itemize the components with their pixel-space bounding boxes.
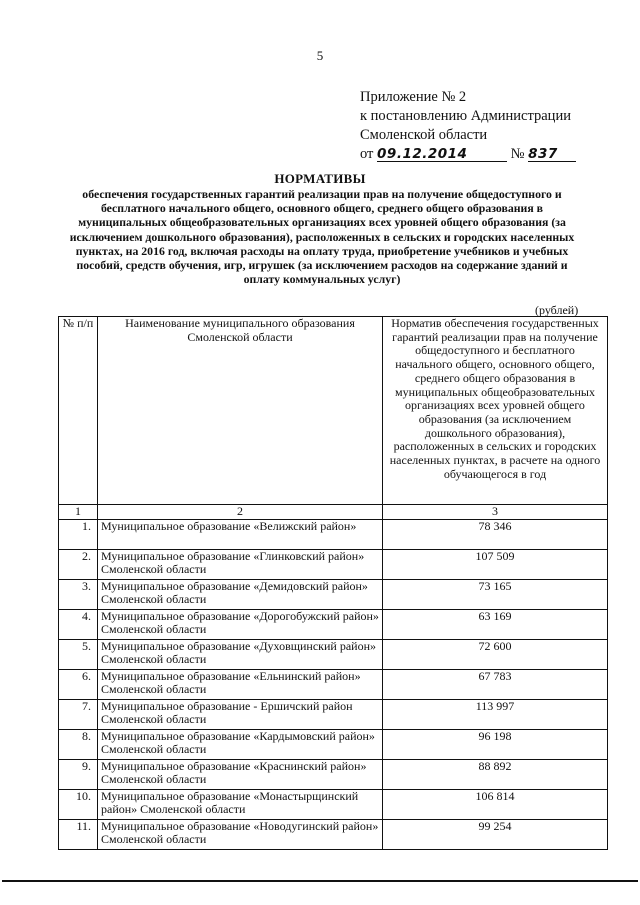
column-index-row (59, 505, 608, 520)
appendix-region: Смоленской области (360, 127, 488, 143)
appendix-title: Приложение № 2 (360, 89, 467, 105)
row-number: 1. (59, 519, 98, 549)
header-name: Наименование муниципального образования Смоленской области (98, 317, 383, 505)
municipality-name: Муниципальное образование «Глинковский район» Смоленской области (98, 549, 383, 579)
norm-value: 106 814 (383, 789, 608, 819)
row-number: 3. (59, 579, 98, 609)
document-title: НОРМАТИВЫ (274, 171, 366, 186)
municipality-name: Муниципальное образование «Кардымовский район» Смоленской области (98, 729, 383, 759)
page-number: 5 (316, 48, 324, 63)
column-index: 3 (383, 505, 608, 520)
row-number: 6. (59, 669, 98, 699)
municipality-name: Муниципальное образование «Духовщинский район» Смоленской области (98, 639, 383, 669)
norm-value: 88 892 (383, 759, 608, 789)
units-label: (рублей) (535, 303, 579, 317)
table-row (59, 729, 608, 759)
column-index: 2 (98, 505, 383, 520)
norms-table (58, 316, 608, 850)
municipality-name: Муниципальное образование «Монастырщинский район» Смоленской области (98, 789, 383, 819)
norm-value: 78 346 (383, 519, 608, 549)
municipality-name: Муниципальное образование «Краснинский район» Смоленской области (98, 759, 383, 789)
bottom-divider (2, 880, 638, 882)
municipality-name: Муниципальное образование - Ершичский район Смоленской области (98, 699, 383, 729)
norm-value: 67 783 (383, 669, 608, 699)
municipality-name: Муниципальное образование «Новодугинский район» Смоленской области (98, 819, 383, 849)
header-norm: Норматив обеспечения государственных гарантий реализации прав на получение общедоступного и бесплатного начального общего, основного общего, среднего общего образования в муниципальных общеобразовательных организациях всех уровней общего образования (за исключением дошкольного образования), расположенных в сельских и городских населенных пунктах, в расчете на одного обучающегося в год (383, 317, 608, 505)
table-row (59, 579, 608, 609)
municipality-name: Муниципальное образование «Ельнинский район» Смоленской области (98, 669, 383, 699)
number-signature-line (528, 147, 576, 162)
municipality-name: Муниципальное образование «Демидовский район» Смоленской области (98, 579, 383, 609)
norm-value: 72 600 (383, 639, 608, 669)
municipality-name: Муниципальное образование «Дорогобужский район» Смоленской области (98, 609, 383, 639)
norm-value: 113 997 (383, 699, 608, 729)
handwritten-number: 837 (528, 146, 558, 162)
date-prefix: от (360, 146, 374, 162)
norm-value: 73 165 (383, 579, 608, 609)
table-row (59, 609, 608, 639)
table-header-row (59, 317, 608, 505)
table-row (59, 669, 608, 699)
table-row (59, 639, 608, 669)
handwritten-date: 09.12.2014 (377, 146, 468, 162)
header-num: № п/п (59, 317, 98, 505)
table-row (59, 819, 608, 849)
table-row (59, 699, 608, 729)
row-number: 5. (59, 639, 98, 669)
row-number: 11. (59, 819, 98, 849)
row-number: 10. (59, 789, 98, 819)
date-signature-line (377, 147, 507, 162)
table-row (59, 549, 608, 579)
number-prefix: № (510, 146, 525, 162)
appendix-date-line (360, 145, 576, 164)
norm-value: 63 169 (383, 609, 608, 639)
row-number: 9. (59, 759, 98, 789)
row-number: 2. (59, 549, 98, 579)
norm-value: 99 254 (383, 819, 608, 849)
appendix-reference: к постановлению Администрации (360, 108, 571, 124)
table-row (59, 759, 608, 789)
norm-value: 107 509 (383, 549, 608, 579)
row-number: 7. (59, 699, 98, 729)
norm-value: 96 198 (383, 729, 608, 759)
appendix-block (360, 88, 576, 164)
column-index: 1 (59, 505, 98, 520)
row-number: 8. (59, 729, 98, 759)
document-subtitle: обеспечения государственных гарантий реализации прав на получение общедоступного и бесплатного начального общего, основного общего, среднего общего образования в муниципальных общеобразовательных организациях всех уровней общего образования (за исключением дошкольного образования), расположенных в сельских и городских населенных пунктах, на 2016 год, включая расходы на оплату труда, приобретение учебников и учебных пособий, средств обучения, игр, игрушек (за исключением расходов на содержание зданий и оплату коммунальных услуг) (69, 187, 575, 287)
table-row (59, 789, 608, 819)
table-row (59, 519, 608, 549)
municipality-name: Муниципальное образование «Велижский район» (98, 519, 383, 549)
row-number: 4. (59, 609, 98, 639)
